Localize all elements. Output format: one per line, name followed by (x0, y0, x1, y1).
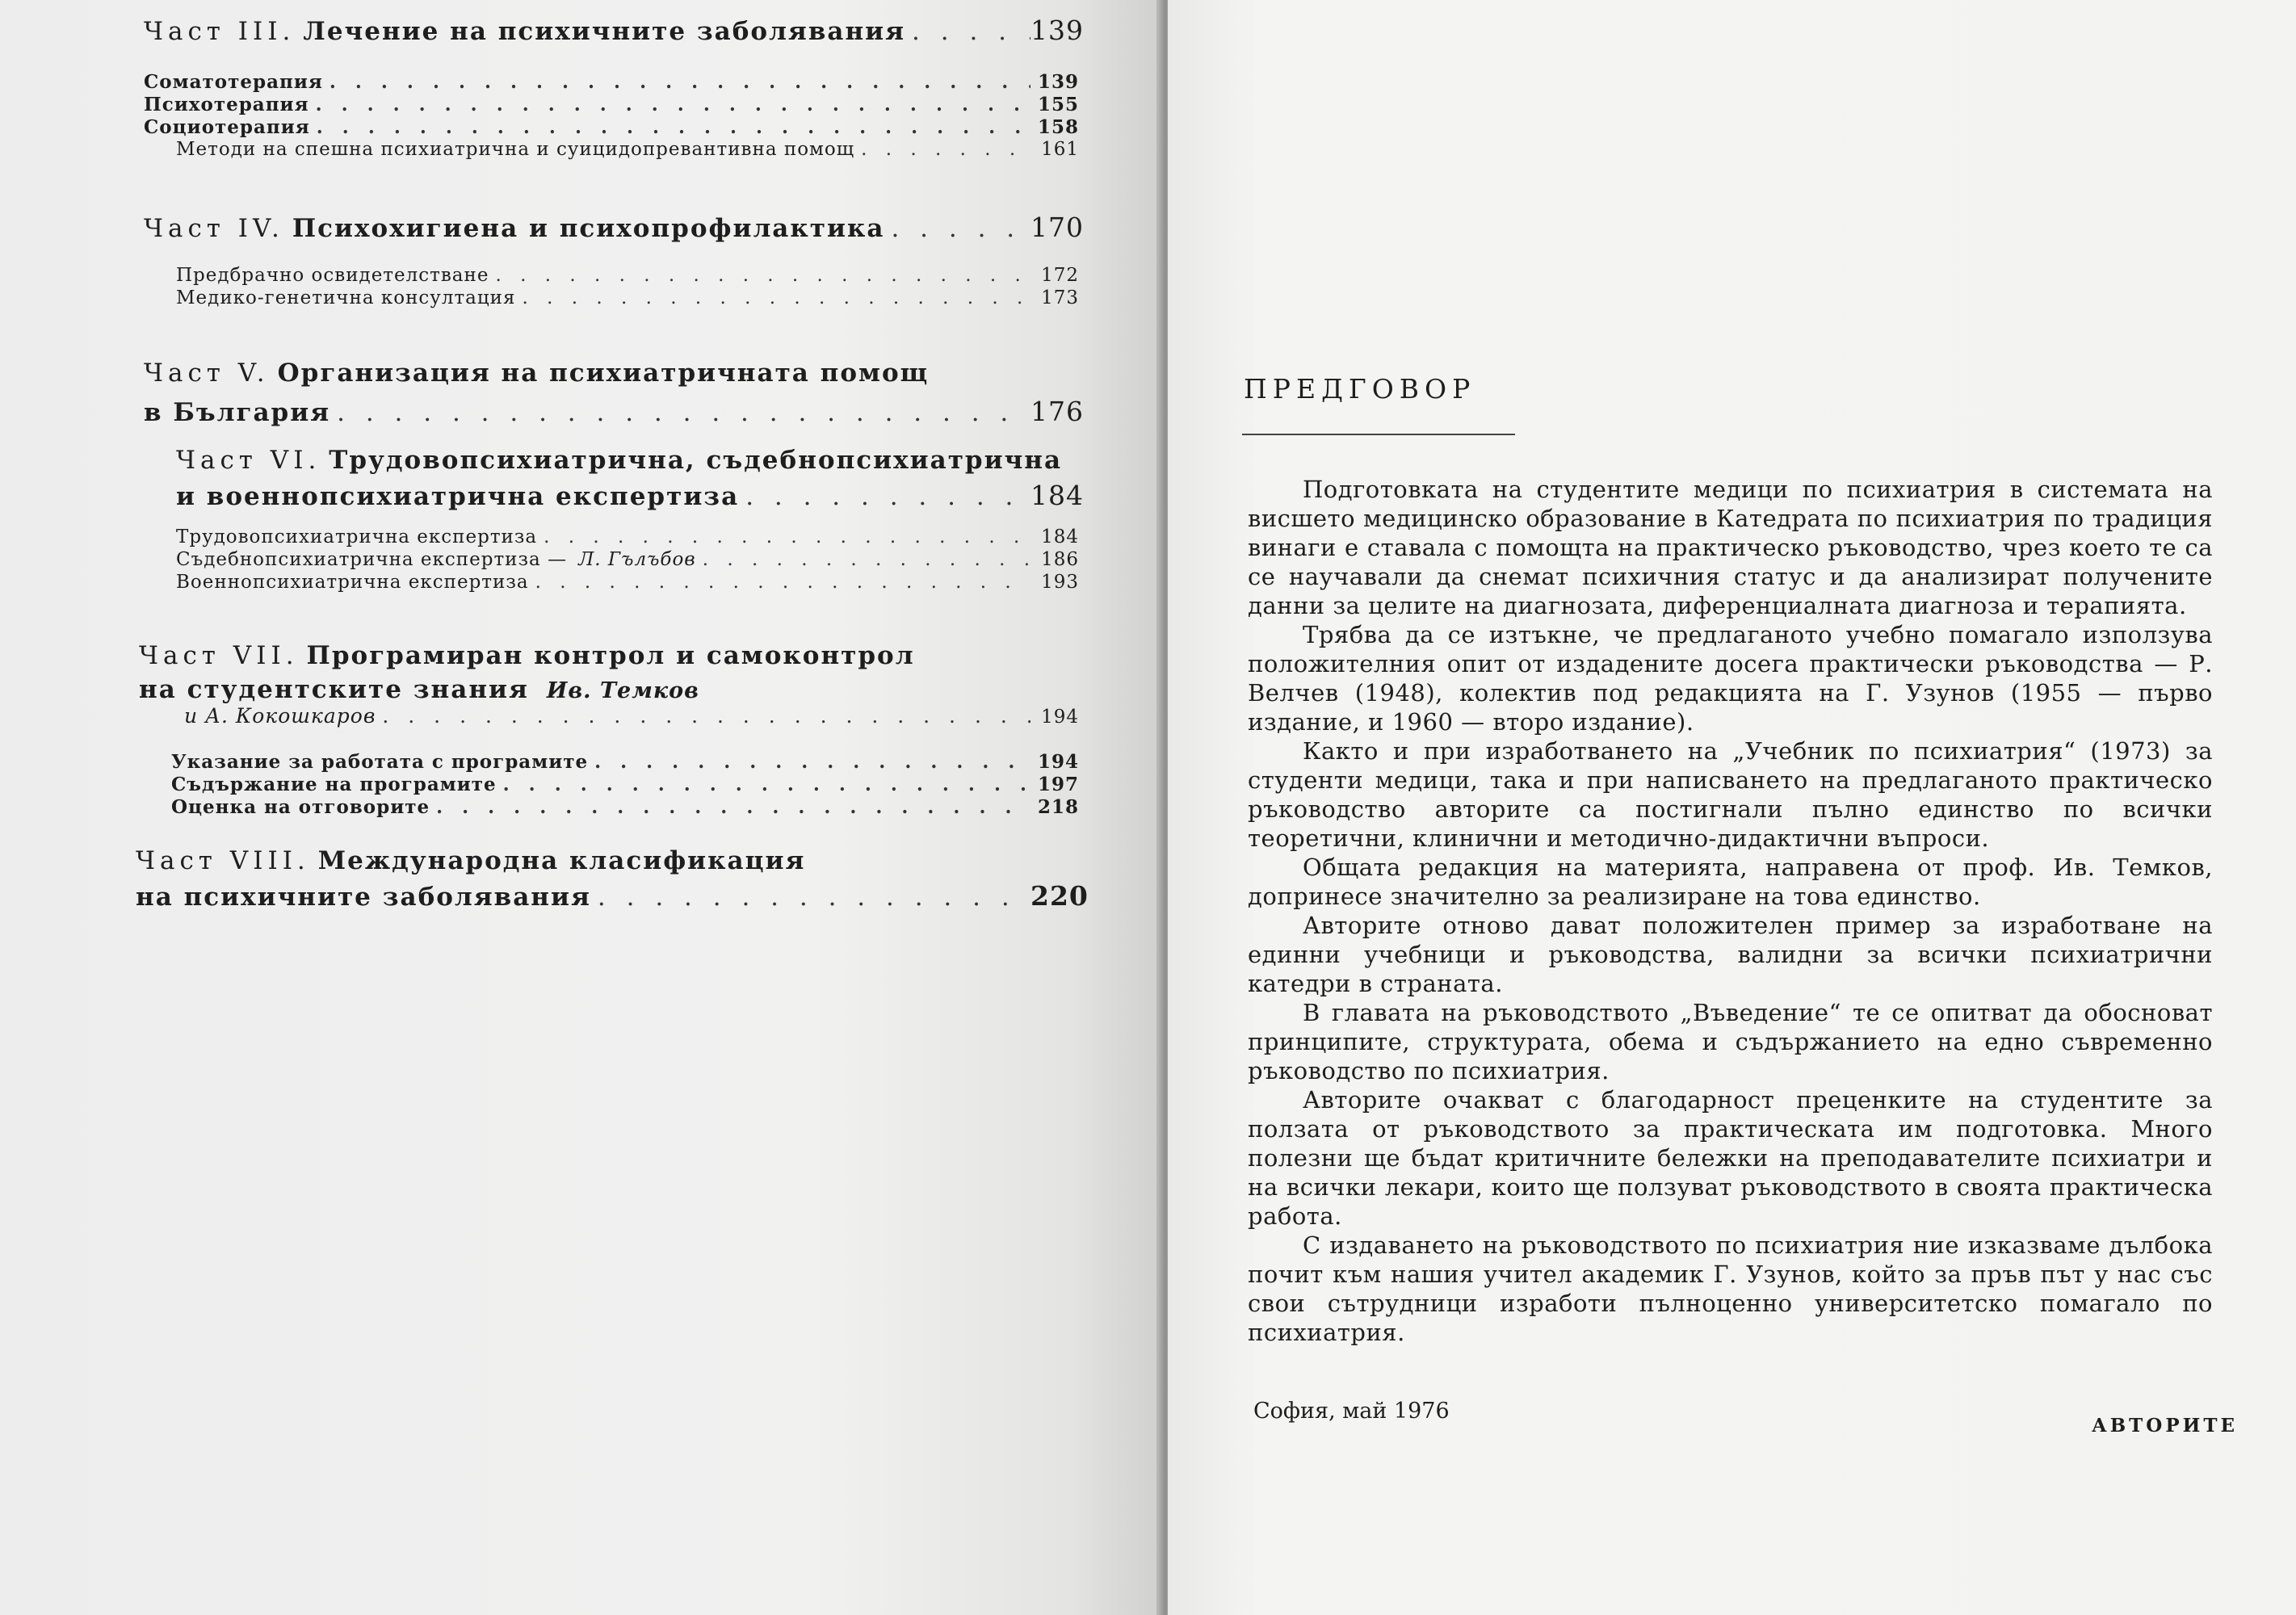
toc-part-7-line2 (139, 675, 1079, 704)
preface-paragraph: Трябва да се изтъкне, че предлаганото учебно помагало използува положителния опит от издадените досега практически ръководства — Р. Велчев (1948), колектив под редакцията на Г. Узунов (1955 — първо издание, и 1960 — второ издание). (1248, 621, 2213, 736)
toc-entry (171, 774, 1079, 795)
leader-dots (529, 572, 1030, 593)
leader-dots (430, 796, 1030, 818)
leader-dots (310, 116, 1030, 138)
toc-entry (176, 139, 1079, 160)
entry-title: Трудовопсихиатрична експертиза (176, 526, 538, 547)
leader-dots (905, 17, 1030, 46)
leader-dots (591, 883, 1030, 912)
page-number: 220 (1030, 880, 1089, 912)
page-number: 173 (1041, 287, 1079, 308)
authors-signature: АВТОРИТЕ (2092, 1415, 2238, 1437)
toc-entry (144, 71, 1079, 93)
part-title: Организация на психиатричната помощ (277, 359, 930, 388)
entry-title: Предбрачно освидетелстване (176, 265, 489, 286)
page-number: 218 (1037, 796, 1079, 818)
toc-part-7-line3 (184, 704, 1079, 728)
part-title: Лечение на психичните заболявания (303, 17, 906, 46)
entry-title: Психотерапия (144, 94, 309, 115)
toc-entry (171, 796, 1079, 818)
leader-dots (309, 94, 1030, 115)
leader-dots (739, 482, 1030, 511)
part-label: Част VIII. (136, 846, 310, 875)
leader-dots (323, 71, 1030, 93)
page-number: 197 (1037, 774, 1079, 795)
leader-dots (489, 265, 1030, 286)
place-date: София, май 1976 (1253, 1399, 1450, 1424)
page-number: 155 (1037, 94, 1079, 115)
part-label: Част III. (144, 17, 296, 46)
page-number: 139 (1037, 71, 1079, 93)
toc-entry (176, 265, 1079, 286)
page-number: 184 (1030, 480, 1084, 511)
toc-part-5-line2 (144, 396, 1084, 427)
toc-entry (176, 549, 1079, 570)
part-label: Част V. (144, 359, 270, 388)
page-number: 172 (1041, 265, 1079, 286)
entry-title: Методи на спешна психиатрична и суицидопревантивна помощ (176, 139, 855, 160)
leader-dots (330, 398, 1030, 427)
toc-part-8 (136, 846, 1079, 875)
part-title-continued: и военнопсихиатрична експертиза (176, 482, 740, 511)
toc-part-6-line2 (176, 480, 1084, 511)
part-authors: Ив. Темков (546, 678, 699, 703)
part-label: Част VII. (139, 641, 299, 670)
preface-paragraph: Авторите отново дават положителен пример за изработване на единни учебници и ръководства, валидни за всички психиатрични катедри в страната. (1248, 912, 2213, 997)
toc-part-7 (139, 641, 1079, 670)
entry-title: Оценка на отговорите (171, 796, 430, 818)
leader-dots (516, 287, 1030, 308)
page-number: 184 (1041, 526, 1079, 547)
page-number: 161 (1041, 139, 1079, 160)
toc-part-3 (144, 15, 1084, 46)
leader-dots (537, 526, 1030, 547)
toc-entry (176, 287, 1079, 308)
page-number: 194 (1037, 751, 1079, 773)
preface-paragraph: Както и при изработването на „Учебник по психиатрия“ (1973) за студенти медици, така и при написването на предлаганото практическо ръководство авторите са постигнали пълно единство по всички теоретични, клинични и методично-дидактични въпроси. (1248, 737, 2213, 852)
toc-entry (176, 572, 1079, 593)
title-rule (1242, 434, 1515, 435)
toc-part-5 (144, 359, 1079, 388)
part-title-continued: на психичните заболявания (136, 883, 591, 912)
part-title: Програмиран контрол и самоконтрол (306, 641, 915, 670)
part-authors-continued: и А. Кокошкаров (184, 704, 376, 728)
entry-author: Л. Гълъбов (578, 549, 696, 570)
page-number: 170 (1030, 212, 1084, 243)
entry-title: Медико-генетична консултация (176, 287, 516, 308)
entry-title: Соматотерапия (144, 71, 323, 93)
part-title-continued: в България (144, 398, 331, 427)
preface-paragraph: В главата на ръководството „Въведение“ те се опитват да обосноват принципите, структурата, обема и съдържанието на едно съвременно ръководство по психиатрия. (1248, 999, 2213, 1084)
preface-paragraph: С издаването на ръководството по психиатрия ние изказваме дълбока почит към нашия учител академик Г. Узунов, който за пръв път у нас със свои сътрудници изработи пълноценно университетско помагало по психиатрия. (1248, 1231, 2213, 1346)
page-number: 158 (1037, 116, 1079, 138)
toc-entry (176, 526, 1079, 547)
part-title-continued: на студентските знания (139, 675, 529, 704)
part-title: Международна класификация (317, 846, 806, 875)
preface-paragraph: Общата редакция на материята, направена от проф. Ив. Темков, допринесе значително за реализиране на това единство. (1248, 854, 2213, 910)
preface-paragraph: Авторите очакват с благодарност преценките на студентите за ползата от ръководството за практическата им подготовка. Много полезни ще бъдат критичните бележки на преподавателите психиатри и на всички лекари, които ще ползуват ръководството в своята практическа работа. (1248, 1086, 2213, 1230)
page-number: 176 (1030, 396, 1084, 427)
part-label: Част VI. (176, 446, 321, 475)
toc-part-8-line2 (136, 880, 1089, 912)
entry-title: Военнопсихиатрична експертиза (176, 572, 529, 593)
toc-part-4 (144, 212, 1084, 243)
entry-title: Съдебнопсихиатрична експертиза — (176, 549, 568, 570)
entry-title: Съдържание на програмите (171, 774, 497, 795)
page-number: 139 (1030, 15, 1084, 46)
entry-title: Указание за работата с програмите (171, 751, 589, 773)
leader-dots (854, 139, 1030, 160)
leader-dots (696, 549, 1030, 570)
toc-entry (171, 751, 1079, 773)
leader-dots (497, 774, 1030, 795)
page-number: 186 (1041, 549, 1079, 570)
preface-body (1248, 475, 2213, 1347)
entry-title: Социотерапия (144, 116, 310, 138)
preface-paragraph: Подготовката на студентите медици по психиатрия в системата на висшето медицинско образование в Катедрата по психиатрия по традиция винаги е ставала с помощта на практическо ръководство, чрез което те са се научавали да снемат психичния статус и да анализират получените данни за целите на диагнозата, диференциалната диагноза и терапията. (1248, 476, 2213, 619)
toc-part-6 (176, 446, 1079, 475)
part-title: Психохигиена и психопрофилактика (292, 214, 885, 243)
part-label: Част IV. (144, 214, 284, 243)
page-number: 194 (1041, 707, 1079, 728)
preface-title: ПРЕДГОВОР (1244, 373, 1476, 405)
part-title: Трудовопсихиатрична, съдебнопсихиатрична (329, 446, 1063, 475)
leader-dots (588, 751, 1030, 773)
toc-entry (144, 94, 1079, 115)
toc-entry (144, 116, 1079, 138)
leader-dots (884, 214, 1030, 243)
page-number: 193 (1041, 572, 1079, 593)
leader-dots (376, 704, 1030, 728)
